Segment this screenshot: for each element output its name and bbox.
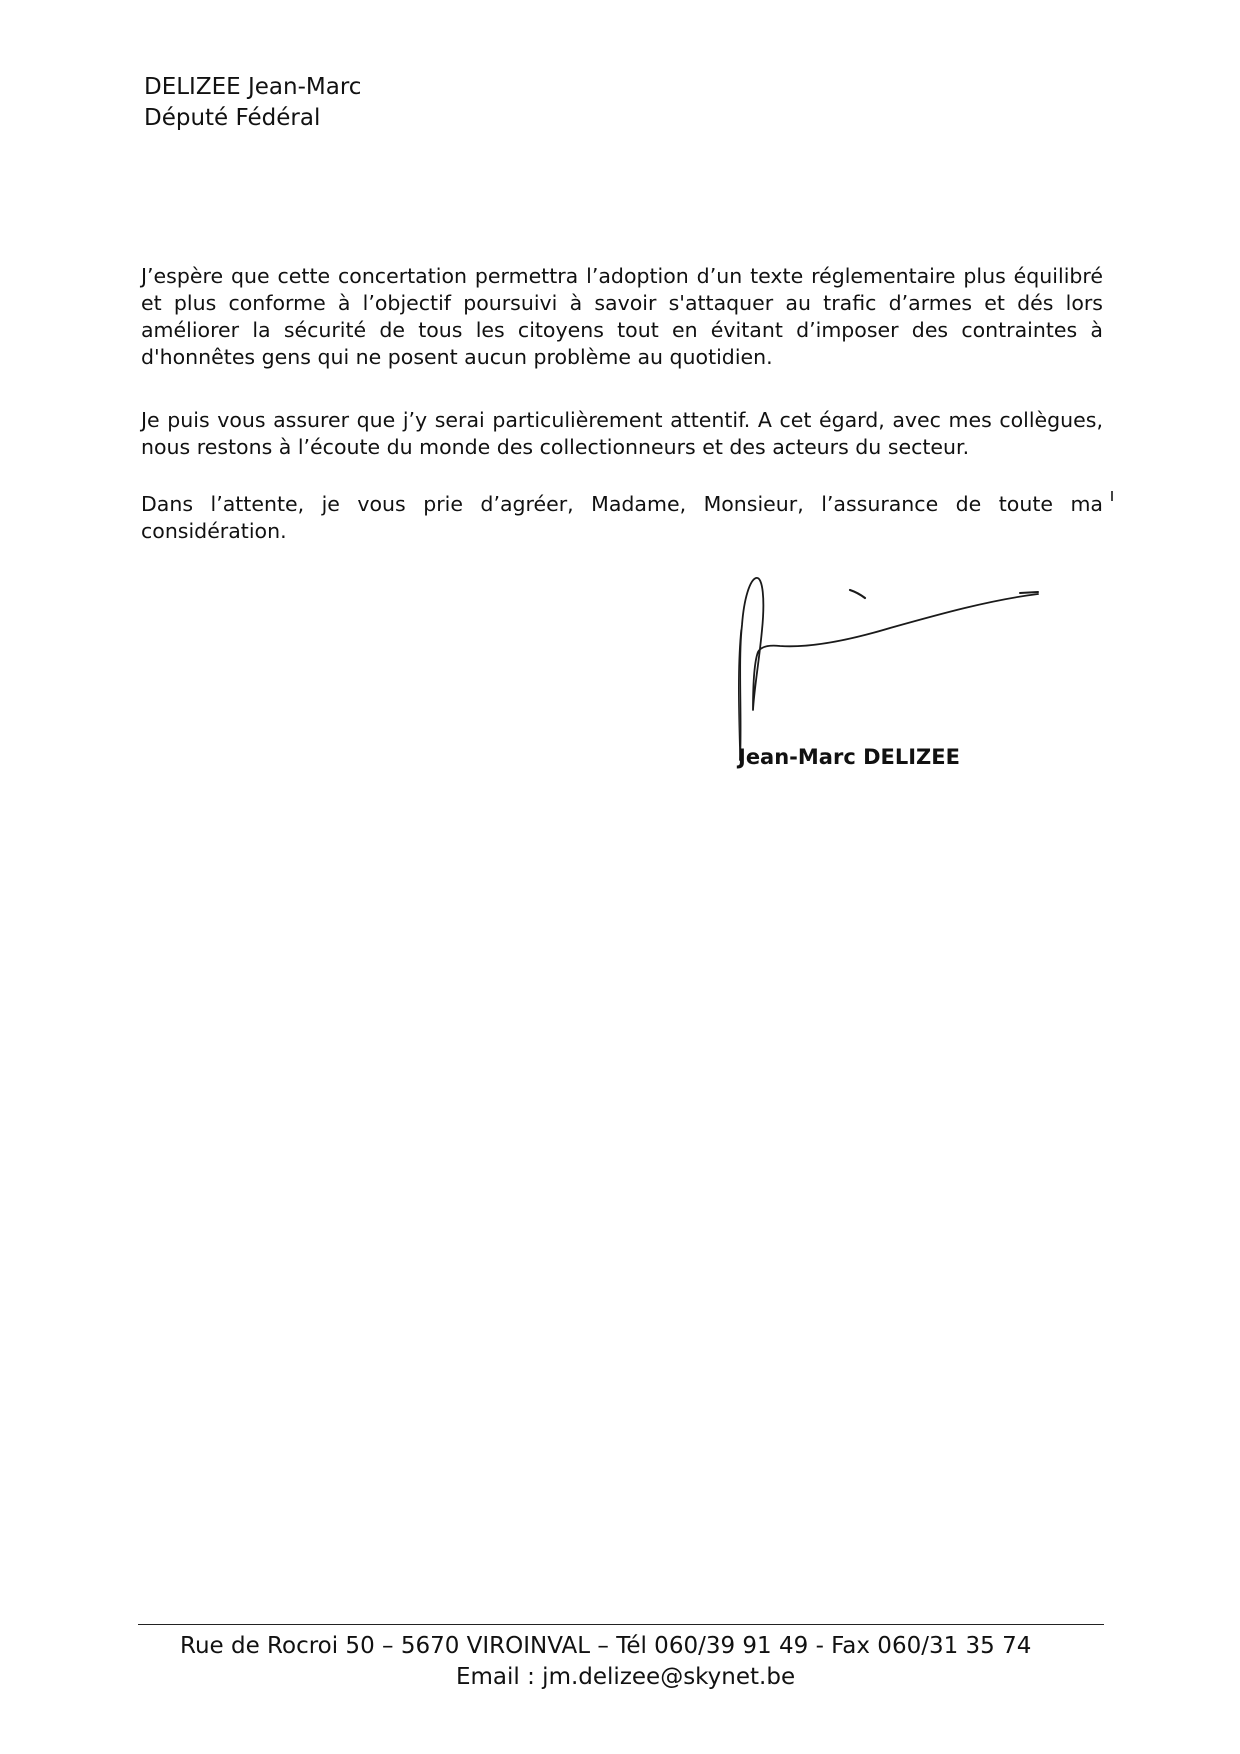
footer-address: Rue de Rocroi 50 – 5670 VIROINVAL – Tél 060/39 91 49 - Fax 060/31 35 74 <box>180 1633 1032 1659</box>
handwritten-signature <box>720 570 1060 770</box>
sender-name: DELIZEE Jean-Marc <box>144 74 362 100</box>
footer-email-container <box>456 1662 796 1690</box>
paragraph-closing: Dans l’attente, je vous prie d’agréer, Madame, Monsieur, l’assurance de toute ma considération. <box>141 492 1103 543</box>
letter-header <box>144 72 361 134</box>
paragraph-assurance: Je puis vous assurer que j’y serai particulièrement attentif. A cet égard, avec mes collègues, nous restons à l’écoute du monde des collectionneurs et des acteurs du secteur. <box>141 408 1103 459</box>
margin-mark <box>1111 491 1113 501</box>
sender-title: Député Fédéral <box>144 105 321 131</box>
paragraph-concertation: J’espère que cette concertation permettra l’adoption d’un texte réglementaire plus équilibré et plus conforme à l’objectif poursuivi à savoir s'attaquer au trafic d’armes et dés lors améliorer la sécurité de tous les citoyens tout en évitant d’imposer des contraintes à d'honnêtes gens qui ne posent aucun problème au quotidien. <box>141 264 1103 369</box>
footer-divider <box>138 1624 1104 1625</box>
footer-email: Email : jm.delizee@skynet.be <box>456 1664 796 1690</box>
signatory-name: Jean-Marc DELIZEE <box>738 745 960 769</box>
